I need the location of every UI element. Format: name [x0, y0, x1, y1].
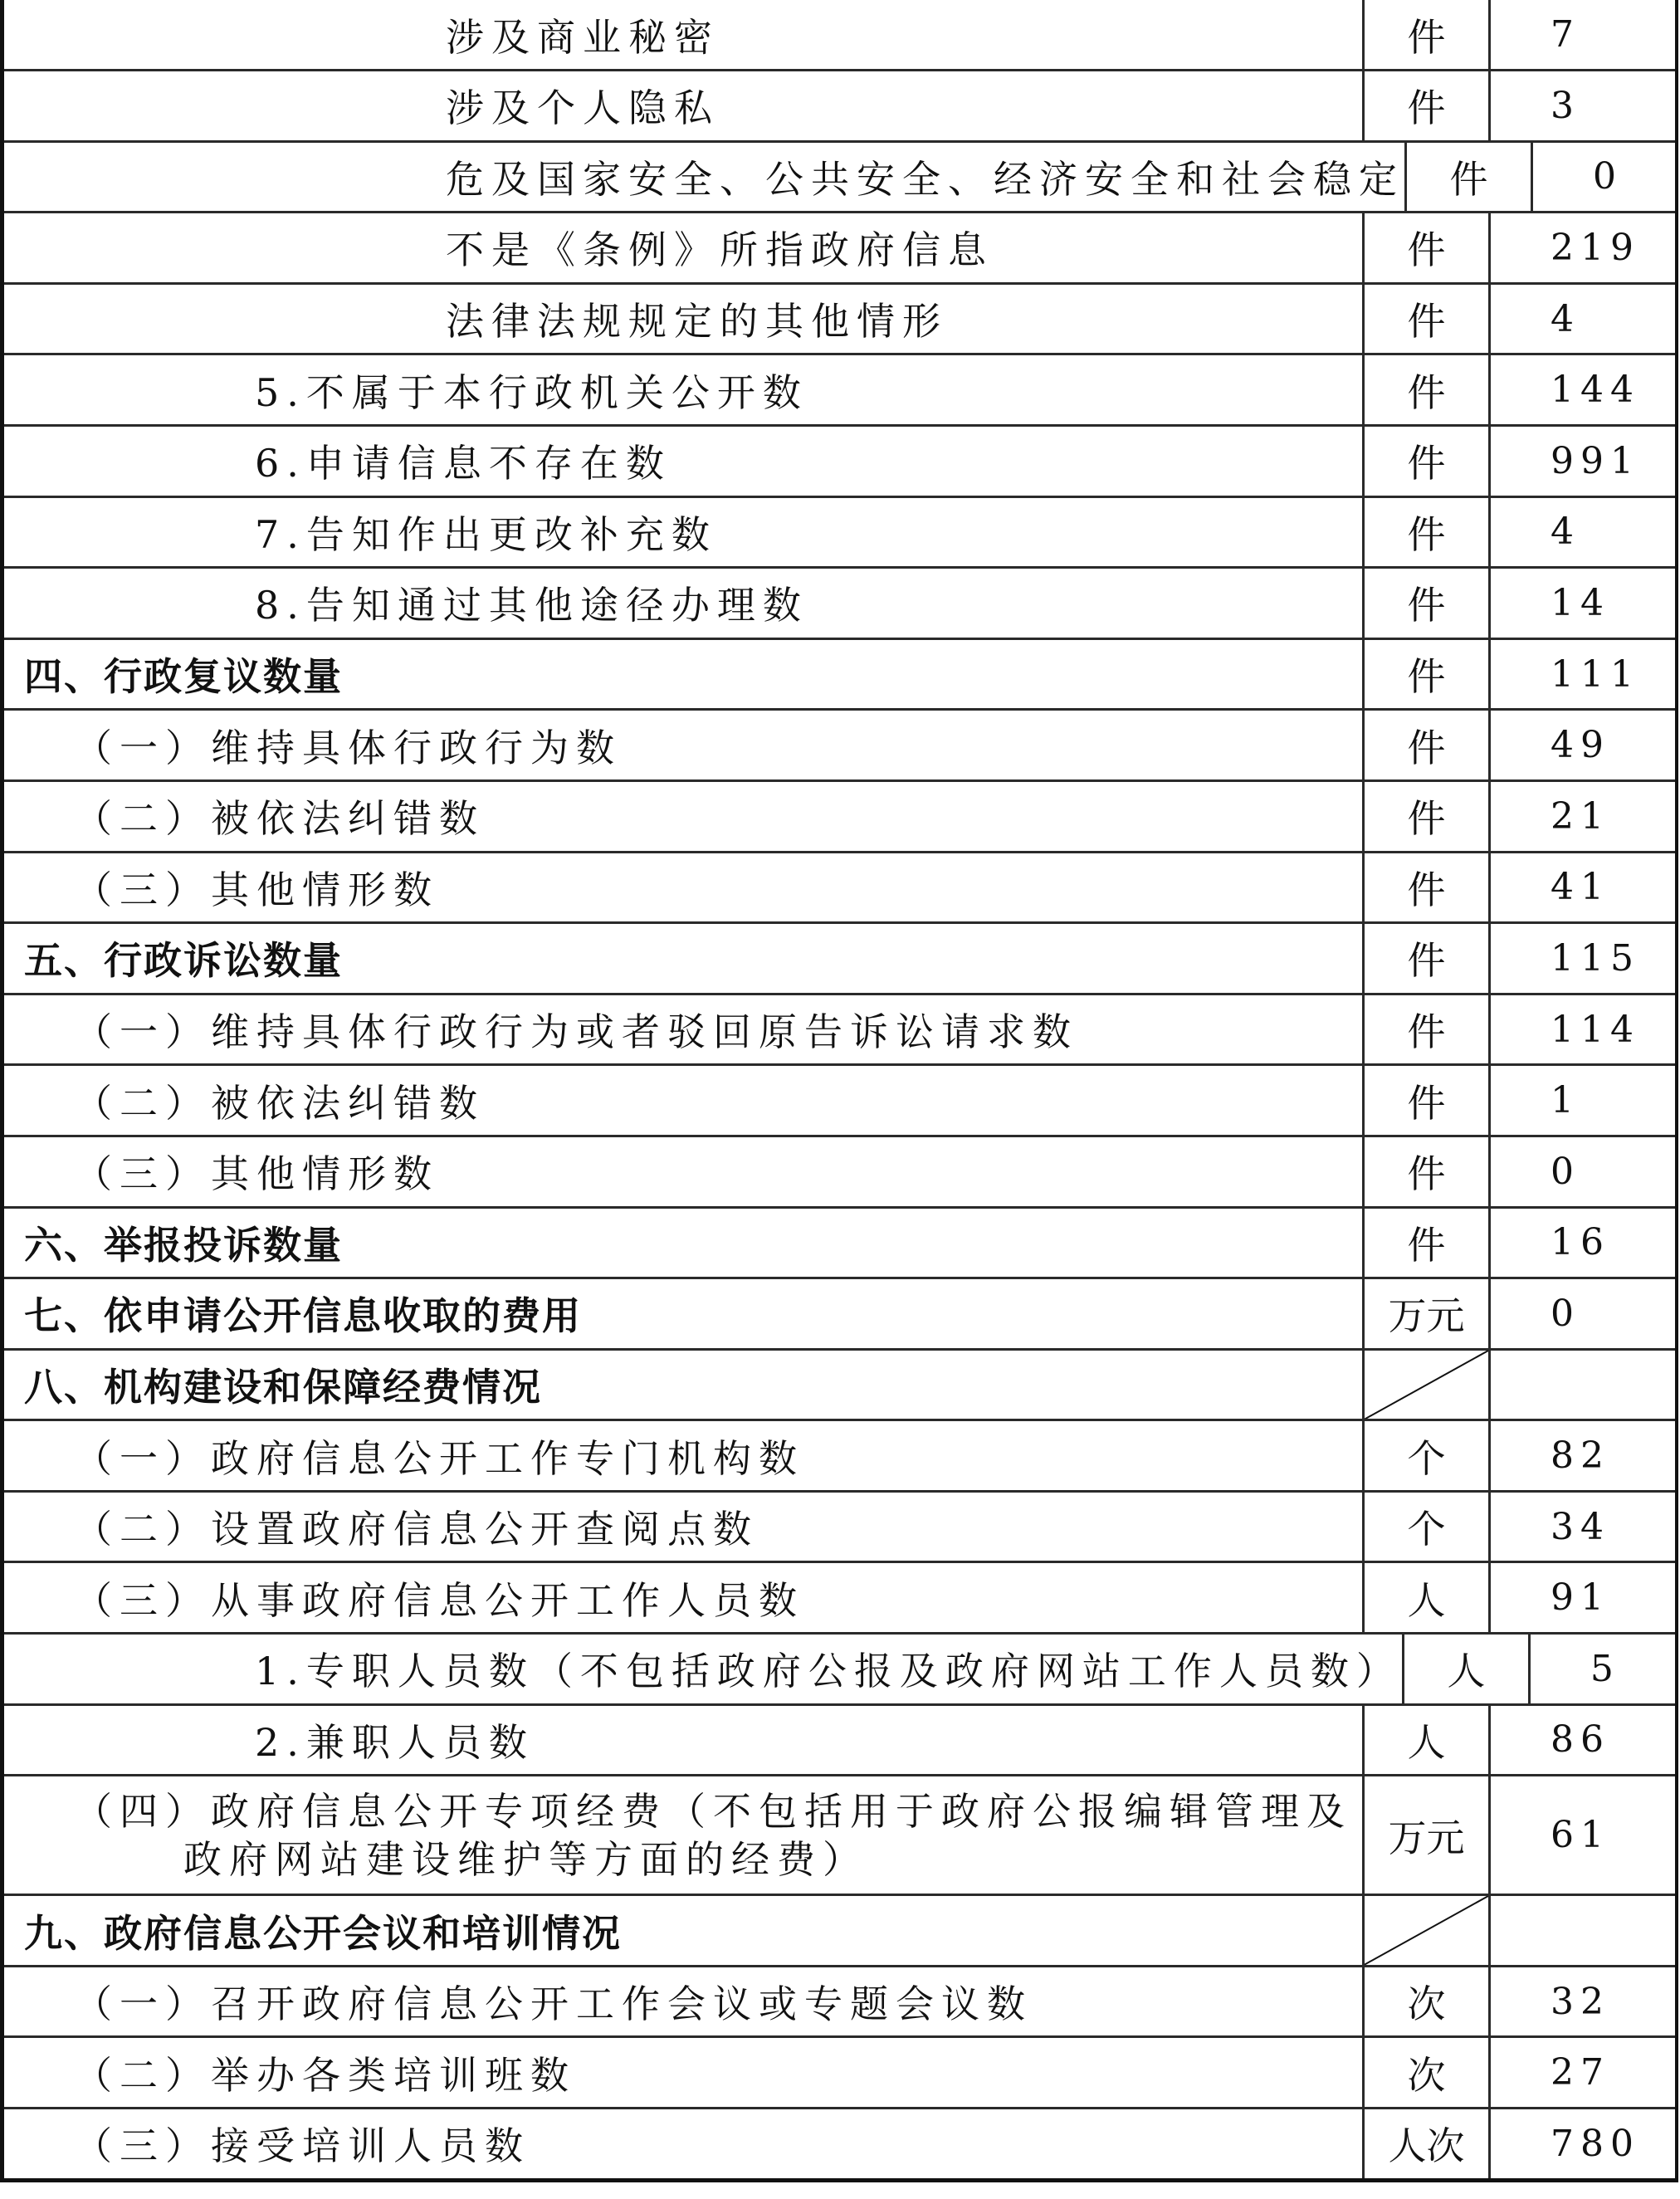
- table-row: [4, 0, 1675, 69]
- row-unit: 件: [1362, 355, 1488, 424]
- diagonal-empty-unit-cell: [1362, 1351, 1488, 1420]
- diagonal-line-icon: [1365, 1351, 1488, 1420]
- row-unit: 件: [1362, 71, 1488, 140]
- row-unit: 万元: [1362, 1776, 1488, 1894]
- row-unit: 件: [1362, 1137, 1488, 1206]
- row-label: （三）接受培训人员数: [74, 2123, 530, 2169]
- row-unit: 件: [1362, 0, 1488, 69]
- row-value: 991: [1488, 427, 1675, 496]
- table-row: [4, 708, 1675, 779]
- row-value: 115: [1488, 924, 1675, 993]
- row-value: 16: [1488, 1209, 1675, 1278]
- row-value: 0: [1488, 1279, 1675, 1348]
- row-unit: 件: [1362, 924, 1488, 993]
- row-label: （一）召开政府信息公开工作会议或专题会议数: [74, 1982, 1033, 2027]
- table-row: [4, 779, 1675, 851]
- table-row: [4, 424, 1675, 496]
- row-unit: 件: [1404, 143, 1531, 212]
- row-label: 法律法规规定的其他情形: [446, 299, 948, 345]
- table-row-section: [4, 1894, 1675, 1965]
- table-row-section: [4, 1277, 1675, 1348]
- row-value: 86: [1488, 1706, 1675, 1775]
- row-value: 32: [1488, 1967, 1675, 2036]
- section-heading: 七、依申请公开信息收取的费用: [24, 1293, 582, 1339]
- row-value: 0: [1531, 143, 1675, 212]
- diagonal-line-icon: [1365, 1896, 1488, 1965]
- section-heading: 四、行政复议数量: [24, 654, 343, 700]
- table-row-section: [4, 921, 1675, 993]
- row-value: 1: [1488, 1066, 1675, 1135]
- table-row: [4, 211, 1675, 282]
- row-unit: 件: [1362, 782, 1488, 851]
- row-label: （二）举办各类培训班数: [74, 2052, 576, 2098]
- row-value: 114: [1488, 995, 1675, 1064]
- row-unit: 件: [1362, 711, 1488, 779]
- table-row: [4, 1632, 1675, 1703]
- table-row: [4, 1965, 1675, 2036]
- row-value: 34: [1488, 1493, 1675, 1561]
- row-unit: 件: [1362, 285, 1488, 354]
- row-label: 8.告知通过其他途径办理数: [255, 583, 808, 628]
- section-heading: 八、机构建设和保障经费情况: [24, 1364, 542, 1410]
- table-row: [4, 566, 1675, 638]
- diagonal-empty-unit-cell: [1362, 1896, 1488, 1965]
- row-unit: 件: [1362, 853, 1488, 922]
- section-heading: 九、政府信息公开会议和培训情况: [24, 1910, 622, 1956]
- row-value: 219: [1488, 213, 1675, 282]
- table-row: [4, 1561, 1675, 1632]
- row-value: 5: [1528, 1635, 1675, 1703]
- row-value: 4: [1488, 285, 1675, 354]
- row-unit: 人: [1362, 1706, 1488, 1775]
- table-row: [4, 1490, 1675, 1561]
- row-value: 49: [1488, 711, 1675, 779]
- row-label: （一）政府信息公开工作专门机构数: [74, 1435, 804, 1481]
- table-row: [4, 69, 1675, 140]
- row-label: （二）设置政府信息公开查阅点数: [74, 1507, 759, 1552]
- row-unit: 个: [1362, 1421, 1488, 1490]
- row-label: 1.专职人员数（不包括政府公报及政府网站工作人员数）: [255, 1649, 1402, 1694]
- table-row: [4, 851, 1675, 922]
- row-unit: 件: [1362, 1209, 1488, 1278]
- row-label: 5.不属于本行政机关公开数: [255, 369, 808, 415]
- row-label: 不是《条例》所指政府信息: [446, 227, 994, 273]
- table-row: [4, 353, 1675, 424]
- row-unit: 人次: [1362, 2109, 1488, 2178]
- row-value: 780: [1488, 2109, 1675, 2178]
- row-unit: 个: [1362, 1493, 1488, 1561]
- row-value: 3: [1488, 71, 1675, 140]
- row-label: 危及国家安全、公共安全、经济安全和社会稳定: [446, 156, 1404, 202]
- table-row: [4, 282, 1675, 354]
- row-unit: 件: [1362, 569, 1488, 638]
- table-row: [4, 2035, 1675, 2107]
- table-row: [4, 2107, 1675, 2178]
- row-value: 27: [1488, 2038, 1675, 2107]
- row-value: 61: [1488, 1776, 1675, 1894]
- row-unit: 件: [1362, 640, 1488, 709]
- row-unit: 件: [1362, 213, 1488, 282]
- table-row: [4, 140, 1675, 212]
- row-value: 14: [1488, 569, 1675, 638]
- row-unit: 人: [1402, 1635, 1528, 1703]
- row-unit: 件: [1362, 995, 1488, 1064]
- row-label: 6.申请信息不存在数: [255, 441, 672, 486]
- table-row-section: [4, 1348, 1675, 1420]
- table-row: [4, 1703, 1675, 1775]
- row-label: （二）被依法纠错数: [74, 1080, 485, 1126]
- row-value: 111: [1488, 640, 1675, 709]
- row-value: 0: [1488, 1137, 1675, 1206]
- row-label: （三）其他情形数: [74, 1151, 439, 1197]
- section-heading: 六、举报投诉数量: [24, 1222, 343, 1268]
- row-unit: 次: [1362, 2038, 1488, 2107]
- row-value: [1488, 1896, 1675, 1965]
- row-label: （三）从事政府信息公开工作人员数: [74, 1577, 804, 1623]
- row-value: 82: [1488, 1421, 1675, 1490]
- row-label: （二）被依法纠错数: [74, 796, 485, 842]
- table-row: [4, 1135, 1675, 1206]
- row-value: 91: [1488, 1563, 1675, 1632]
- table-row: [4, 496, 1675, 567]
- table-row: [4, 993, 1675, 1064]
- table-row-section: [4, 1206, 1675, 1278]
- row-unit: 万元: [1362, 1279, 1488, 1348]
- row-unit: 人: [1362, 1563, 1488, 1632]
- row-label: 涉及商业秘密: [446, 14, 720, 60]
- table-row: [4, 1419, 1675, 1490]
- row-value: 4: [1488, 498, 1675, 567]
- row-label: （一）维持具体行政行为数: [74, 725, 622, 770]
- table-row-section: [4, 638, 1675, 709]
- section-heading: 五、行政诉讼数量: [24, 938, 343, 984]
- row-value: 7: [1488, 0, 1675, 69]
- row-value: 144: [1488, 355, 1675, 424]
- row-unit: 件: [1362, 498, 1488, 567]
- row-unit: 次: [1362, 1967, 1488, 2036]
- table-row: [4, 1063, 1675, 1135]
- row-label: （三）其他情形数: [74, 867, 439, 912]
- row-label: 7.告知作出更改补充数: [255, 511, 717, 557]
- row-value: 41: [1488, 853, 1675, 922]
- row-label: [4, 1776, 1362, 1894]
- table-row-multiline: [4, 1774, 1675, 1894]
- row-label: 涉及个人隐私: [446, 86, 720, 131]
- row-unit: 件: [1362, 1066, 1488, 1135]
- row-unit: 件: [1362, 427, 1488, 496]
- row-value: [1488, 1351, 1675, 1420]
- row-label: 2.兼职人员数: [255, 1719, 535, 1765]
- row-label: （一）维持具体行政行为或者驳回原告诉讼请求数: [74, 1009, 1078, 1055]
- row-label-text: （四）政府信息公开专项经费（不包括用于政府公报编辑管理及政府网站建设维护等方面的经费）: [74, 1788, 1352, 1882]
- row-value: 21: [1488, 782, 1675, 851]
